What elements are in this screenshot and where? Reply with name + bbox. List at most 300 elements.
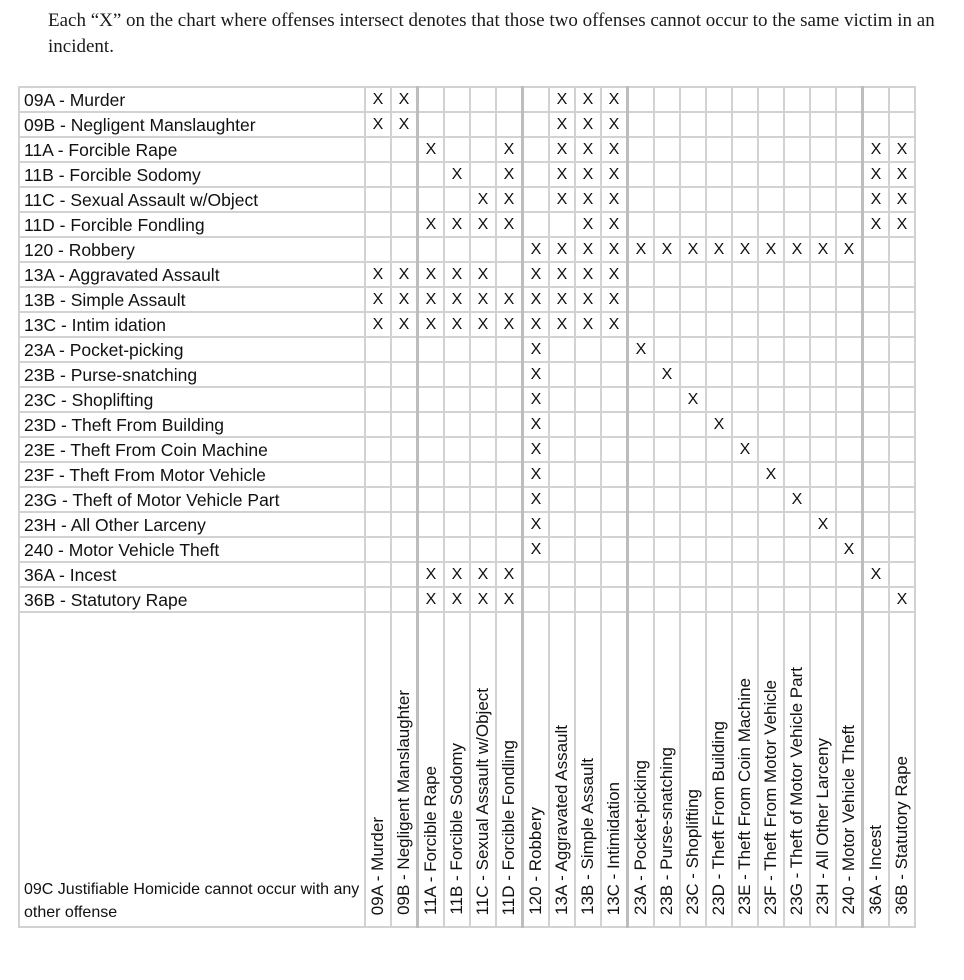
matrix-cell [732,87,758,112]
matrix-cell-marked [365,312,391,337]
row-label: 23G - Theft of Motor Vehicle Part [19,487,365,512]
matrix-cell [496,512,523,537]
matrix-cell-marked [418,287,445,312]
matrix-cell [810,462,836,487]
matrix-cell [680,137,706,162]
matrix-cell [680,412,706,437]
matrix-cell [549,362,575,387]
column-header [470,612,496,927]
matrix-cell [810,487,836,512]
matrix-cell [732,387,758,412]
row-label: 11A - Forcible Rape [19,137,365,162]
matrix-cell [654,212,680,237]
matrix-cell [628,487,655,512]
matrix-cell-marked [601,262,628,287]
column-header [523,612,550,927]
matrix-row [19,312,915,337]
x-mark: X [870,165,882,183]
matrix-cell [628,162,655,187]
matrix-cell [654,412,680,437]
x-mark: X [530,340,542,358]
matrix-cell [628,387,655,412]
matrix-row [19,137,915,162]
matrix-cell [496,412,523,437]
row-label: 11C - Sexual Assault w/Object [19,187,365,212]
matrix-cell [470,87,496,112]
matrix-cell [889,287,915,312]
matrix-cell [758,87,784,112]
matrix-cell-marked [549,187,575,212]
matrix-cell [654,337,680,362]
x-mark: X [608,115,620,133]
matrix-cell-marked [810,512,836,537]
matrix-cell [549,487,575,512]
matrix-cell [365,387,391,412]
x-mark: X [503,290,515,308]
column-header [601,612,628,927]
x-mark: X [582,240,594,258]
matrix-cell [732,462,758,487]
x-mark: X [635,240,647,258]
matrix-cell [784,387,810,412]
matrix-cell-marked [784,487,810,512]
matrix-cell [784,512,810,537]
matrix-cell-marked [601,162,628,187]
x-mark: X [582,265,594,283]
row-label: 13A - Aggravated Assault [19,262,365,287]
matrix-cell [575,462,601,487]
matrix-cell-marked [601,187,628,212]
matrix-cell [758,262,784,287]
matrix-cell [444,537,470,562]
matrix-cell [365,162,391,187]
matrix-cell [732,337,758,362]
matrix-cell-marked [523,437,550,462]
matrix-cell [836,362,863,387]
matrix-cell-marked [418,587,445,612]
x-mark: X [451,290,463,308]
matrix-cell [628,537,655,562]
matrix-cell-marked [654,362,680,387]
row-label: 09B - Negligent Manslaughter [19,112,365,137]
matrix-cell-marked [575,187,601,212]
matrix-cell [836,387,863,412]
x-mark: X [739,240,751,258]
matrix-cell [470,337,496,362]
row-label: 23D - Theft From Building [19,412,365,437]
matrix-cell [889,337,915,362]
matrix-cell [628,312,655,337]
matrix-cell-marked [549,287,575,312]
matrix-cell [863,312,890,337]
matrix-cell [889,112,915,137]
column-header [575,612,601,927]
matrix-cell [365,462,391,487]
matrix-cell-marked [575,162,601,187]
matrix-cell [784,312,810,337]
x-mark: X [817,240,829,258]
matrix-row [19,387,915,412]
matrix-cell [732,412,758,437]
x-mark: X [425,290,437,308]
matrix-cell-marked [470,587,496,612]
matrix-cell [523,87,550,112]
matrix-cell [496,362,523,387]
matrix-row [19,162,915,187]
column-label: 23A - Pocket-picking [631,760,650,915]
x-mark: X [608,215,620,233]
matrix-cell [470,112,496,137]
matrix-cell [732,487,758,512]
matrix-cell [365,437,391,462]
matrix-cell [628,512,655,537]
matrix-cell [575,362,601,387]
matrix-cell [391,587,418,612]
matrix-cell [523,187,550,212]
column-label: 23E - Theft From Coin Machine [735,678,754,915]
footnote: 09C Justifiable Homicide cannot occur with any other offense [19,612,365,927]
x-mark: X [870,215,882,233]
matrix-cell [628,437,655,462]
matrix-cell [836,287,863,312]
matrix-cell-marked [470,212,496,237]
column-header [628,612,655,927]
matrix-cell [836,187,863,212]
matrix-cell-marked [836,537,863,562]
x-mark: X [477,290,489,308]
matrix-cell [601,462,628,487]
matrix-cell [496,487,523,512]
matrix-cell [810,287,836,312]
x-mark: X [398,265,410,283]
matrix-cell [418,512,445,537]
x-mark: X [582,315,594,333]
matrix-cell [784,162,810,187]
matrix-cell [889,437,915,462]
column-label: 23C - Shoplifting [683,789,702,915]
matrix-cell-marked [758,237,784,262]
matrix-cell [549,337,575,362]
matrix-cell [863,87,890,112]
matrix-cell [654,487,680,512]
matrix-cell [863,487,890,512]
matrix-cell [391,212,418,237]
matrix-cell-marked [523,537,550,562]
matrix-cell [575,387,601,412]
matrix-cell [444,87,470,112]
matrix-cell [654,87,680,112]
x-mark: X [582,290,594,308]
matrix-cell-marked [889,187,915,212]
matrix-cell [706,87,732,112]
row-label: 23A - Pocket-picking [19,337,365,362]
matrix-cell [549,537,575,562]
matrix-cell [758,187,784,212]
x-mark: X [739,440,751,458]
matrix-cell [391,462,418,487]
matrix-cell-marked [575,312,601,337]
matrix-cell [549,387,575,412]
matrix-cell [549,462,575,487]
x-mark: X [372,265,384,283]
matrix-cell [654,512,680,537]
matrix-cell [680,162,706,187]
x-mark: X [530,490,542,508]
matrix-cell [784,362,810,387]
matrix-cell-marked [391,112,418,137]
matrix-cell [784,437,810,462]
matrix-cell [391,162,418,187]
matrix-cell [391,412,418,437]
matrix-row [19,187,915,212]
column-label: 13B - Simple Assault [578,758,597,915]
matrix-cell [391,537,418,562]
matrix-cell-marked [549,237,575,262]
matrix-cell-marked [391,87,418,112]
matrix-cell [706,437,732,462]
matrix-cell [784,287,810,312]
matrix-cell [732,312,758,337]
x-mark: X [477,565,489,583]
matrix-cell-marked [391,312,418,337]
x-mark: X [556,115,568,133]
matrix-cell [784,187,810,212]
row-label: 36A - Incest [19,562,365,587]
matrix-cell [444,362,470,387]
matrix-cell [418,537,445,562]
matrix-cell [863,412,890,437]
matrix-cell [654,262,680,287]
matrix-cell [706,312,732,337]
matrix-cell [628,212,655,237]
matrix-cell [758,412,784,437]
matrix-cell [836,87,863,112]
matrix-cell [523,112,550,137]
matrix-cell [628,587,655,612]
x-mark: X [530,440,542,458]
matrix-cell [549,587,575,612]
matrix-cell [810,562,836,587]
matrix-row [19,512,915,537]
matrix-cell [601,337,628,362]
matrix-cell [784,87,810,112]
matrix-cell [654,287,680,312]
x-mark: X [896,140,908,158]
matrix-cell-marked [444,312,470,337]
column-header [810,612,836,927]
x-mark: X [372,90,384,108]
matrix-cell [784,462,810,487]
matrix-cell [680,362,706,387]
x-mark: X [556,190,568,208]
matrix-cell-marked [496,587,523,612]
matrix-cell [889,562,915,587]
matrix-cell [706,562,732,587]
column-header [836,612,863,927]
matrix-cell-marked [628,237,655,262]
matrix-cell [732,162,758,187]
matrix-cell [549,562,575,587]
matrix-cell [836,437,863,462]
matrix-cell-marked [444,287,470,312]
row-label: 120 - Robbery [19,237,365,262]
x-mark: X [477,265,489,283]
matrix-cell-marked [601,212,628,237]
column-label: 120 - Robbery [526,807,545,915]
matrix-cell [758,337,784,362]
row-label: 23H - All Other Larceny [19,512,365,537]
x-mark: X [530,465,542,483]
matrix-cell [680,337,706,362]
matrix-cell [654,312,680,337]
matrix-cell [863,287,890,312]
matrix-cell [706,587,732,612]
matrix-cell [601,562,628,587]
matrix-cell [680,512,706,537]
x-mark: X [372,290,384,308]
matrix-cell-marked [836,237,863,262]
x-mark: X [503,165,515,183]
matrix-cell-marked [523,237,550,262]
x-mark: X [765,465,777,483]
matrix-cell [523,587,550,612]
matrix-cell-marked [496,287,523,312]
column-label: 23H - All Other Larceny [813,738,832,915]
matrix-cell [418,237,445,262]
x-mark: X [608,90,620,108]
x-mark: X [425,590,437,608]
matrix-cell-marked [496,562,523,587]
x-mark: X [582,165,594,183]
matrix-cell [863,512,890,537]
x-mark: X [765,240,777,258]
matrix-cell [654,562,680,587]
column-label: 23B - Purse-snatching [657,746,676,915]
matrix-cell [706,337,732,362]
column-header [549,612,575,927]
x-mark: X [582,215,594,233]
matrix-cell [470,512,496,537]
x-mark: X [896,590,908,608]
matrix-cell [523,162,550,187]
matrix-cell [836,487,863,512]
matrix-cell-marked [601,87,628,112]
matrix-cell [889,537,915,562]
matrix-cell [758,562,784,587]
x-mark: X [582,90,594,108]
matrix-cell [365,412,391,437]
matrix-cell [706,287,732,312]
matrix-cell [706,162,732,187]
matrix-cell-marked [654,237,680,262]
x-mark: X [556,290,568,308]
x-mark: X [582,115,594,133]
x-mark: X [477,315,489,333]
matrix-cell-marked [889,137,915,162]
matrix-cell-marked [523,262,550,287]
matrix-cell [654,187,680,212]
x-mark: X [372,315,384,333]
matrix-cell-marked [549,112,575,137]
matrix-cell [628,362,655,387]
matrix-cell [810,587,836,612]
x-mark: X [530,390,542,408]
matrix-cell [836,112,863,137]
matrix-cell [444,337,470,362]
row-label: 13B - Simple Assault [19,287,365,312]
x-mark: X [530,265,542,283]
matrix-cell [418,112,445,137]
matrix-cell [732,262,758,287]
matrix-cell [365,512,391,537]
matrix-row [19,412,915,437]
matrix-cell [496,262,523,287]
x-mark: X [530,365,542,383]
column-label: 13A - Aggravated Assault [552,725,571,915]
x-mark: X [530,415,542,433]
matrix-cell [444,412,470,437]
matrix-cell [418,487,445,512]
x-mark: X [608,165,620,183]
matrix-cell [365,537,391,562]
x-mark: X [843,540,855,558]
matrix-cell [810,412,836,437]
matrix-cell [628,87,655,112]
matrix-cell [784,112,810,137]
matrix-cell [810,312,836,337]
column-header [365,612,391,927]
matrix-cell-marked [418,312,445,337]
matrix-cell-marked [444,562,470,587]
matrix-cell-marked [732,437,758,462]
matrix-cell [601,437,628,462]
matrix-cell [863,387,890,412]
matrix-cell-marked [549,162,575,187]
column-label: 23F - Theft From Motor Vehicle [761,680,780,915]
matrix-cell [391,362,418,387]
matrix-row [19,112,915,137]
matrix-cell [706,462,732,487]
matrix-cell-marked [523,362,550,387]
column-label: 09B - Negligent Manslaughter [394,690,413,915]
column-label: 11D - Forcible Fondling [499,739,518,915]
column-label: 11C - Sexual Assault w/Object [473,687,492,915]
matrix-cell-marked [523,487,550,512]
x-mark: X [791,240,803,258]
x-mark: X [661,365,673,383]
matrix-cell [391,487,418,512]
matrix-cell [575,487,601,512]
x-mark: X [451,565,463,583]
matrix-cell [889,512,915,537]
matrix-cell [444,237,470,262]
matrix-cell-marked [575,87,601,112]
matrix-cell-marked [680,237,706,262]
x-mark: X [398,90,410,108]
x-mark: X [503,140,515,158]
x-mark: X [503,315,515,333]
matrix-cell [732,537,758,562]
matrix-cell-marked [575,262,601,287]
matrix-cell [706,262,732,287]
matrix-cell [758,212,784,237]
matrix-cell [758,437,784,462]
column-header [889,612,915,927]
matrix-cell-marked [889,587,915,612]
x-mark: X [896,215,908,233]
matrix-cell [680,112,706,137]
matrix-cell [365,362,391,387]
